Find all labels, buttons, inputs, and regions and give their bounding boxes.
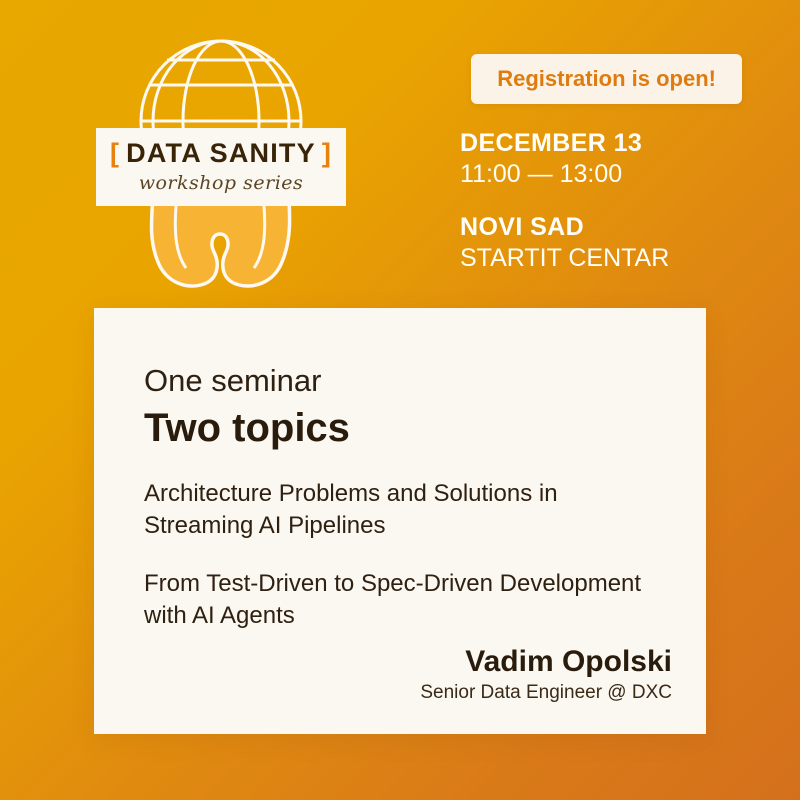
speaker-role: Senior Data Engineer @ DXC [420,682,672,703]
logo-nameplate [96,128,346,206]
logo-bracket-left: [ [109,138,121,168]
topic-item-2: From Test-Driven to Spec-Driven Development with AI Agents [144,569,642,629]
event-date: DECEMBER 13 [460,129,643,157]
card-kicker: One seminar [144,363,322,398]
event-datetime [460,128,642,189]
card-headline: Two topics [144,406,350,451]
registration-badge[interactable]: Registration is open! [471,54,742,104]
logo-subtitle: workshop series [138,172,304,194]
logo-title-row [104,140,338,167]
content-card [94,308,706,734]
topic-item-1: Architecture Problems and Solutions in Streaming AI Pipelines [144,480,558,539]
event-location [460,212,669,273]
event-time: 11:00 — 13:00 [460,159,623,188]
card-body [144,364,672,632]
speaker-block [420,645,672,704]
brand-logo [96,26,346,296]
event-venue: STARTIT CENTAR [460,243,670,272]
speaker-name: Vadim Opolski [465,645,672,678]
logo-bracket-right: ] [321,138,333,168]
event-city: NOVI SAD [460,213,585,241]
logo-title: DATA SANITY [126,138,316,168]
